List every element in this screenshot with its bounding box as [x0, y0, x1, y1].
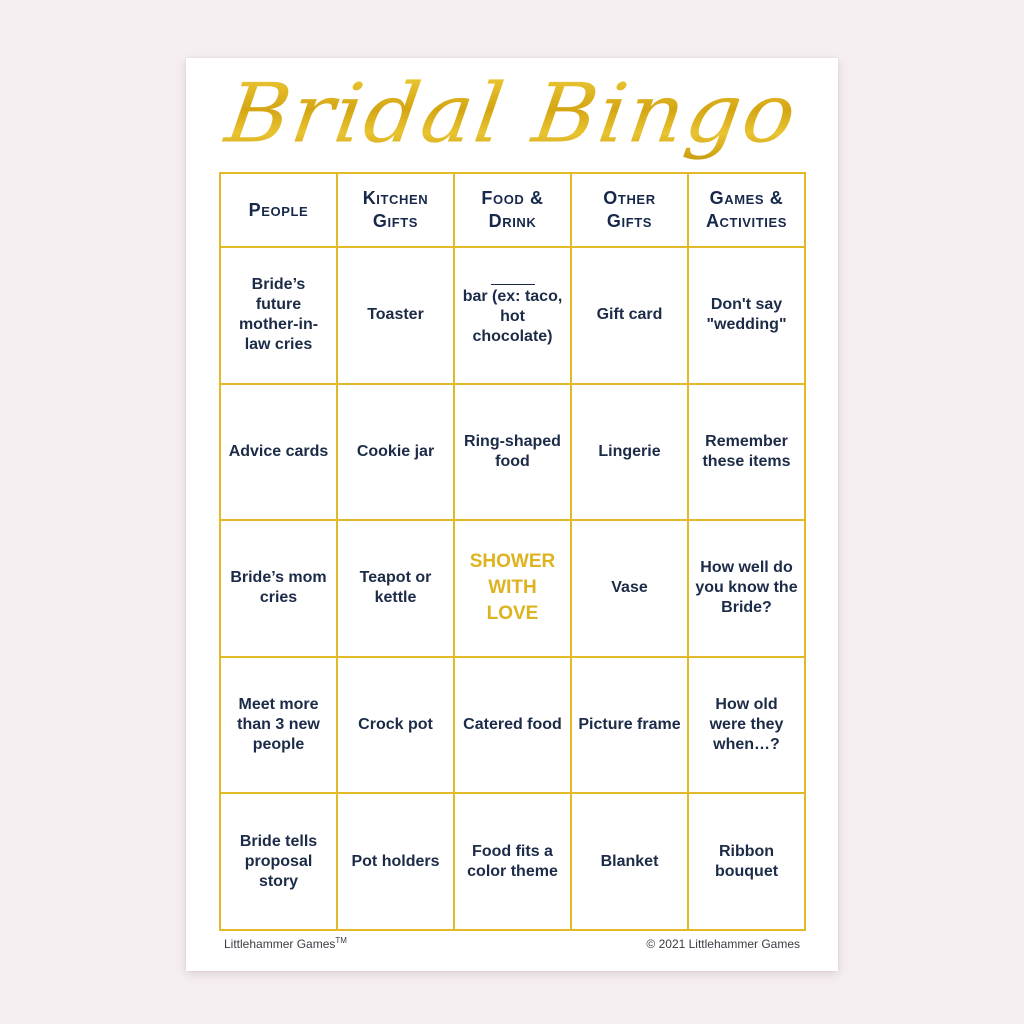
- header-row: [220, 173, 805, 247]
- table-row: [220, 384, 805, 521]
- header-other-gifts: Other Gifts: [571, 173, 688, 247]
- bingo-cell[interactable]: Food fits a color theme: [454, 793, 571, 930]
- footer-brand: Littlehammer Games™: [224, 936, 347, 951]
- bingo-cell[interactable]: Crock pot: [337, 657, 454, 794]
- bingo-grid: [219, 172, 806, 931]
- table-row: [220, 793, 805, 930]
- bingo-cell[interactable]: Lingerie: [571, 384, 688, 521]
- bingo-cell[interactable]: Vase: [571, 520, 688, 657]
- bingo-cell[interactable]: Toaster: [337, 247, 454, 384]
- trademark-mark: TM: [335, 936, 347, 945]
- bingo-cell[interactable]: Ribbon bouquet: [688, 793, 805, 930]
- header-food-drink: Food & Drink: [454, 173, 571, 247]
- bingo-cell[interactable]: Meet more than 3 new people: [220, 657, 337, 794]
- bingo-cell[interactable]: Don't say "wedding": [688, 247, 805, 384]
- page-title: Bridal Bingo: [179, 67, 844, 162]
- bingo-cell[interactable]: Ring-shaped food: [454, 384, 571, 521]
- bingo-cell[interactable]: Bride’s mom cries: [220, 520, 337, 657]
- header-people: People: [220, 173, 337, 247]
- bingo-cell[interactable]: Bride’s future mother-in-law cries: [220, 247, 337, 384]
- header-games-activities: Games & Activities: [688, 173, 805, 247]
- bingo-cell[interactable]: Advice cards: [220, 384, 337, 521]
- bingo-cell[interactable]: Teapot or kettle: [337, 520, 454, 657]
- bingo-cell[interactable]: Catered food: [454, 657, 571, 794]
- bingo-cell[interactable]: How old were they when…?: [688, 657, 805, 794]
- header-kitchen-gifts: Kitchen Gifts: [337, 173, 454, 247]
- bingo-card-page: [186, 58, 838, 971]
- footer-copyright: © 2021 Littlehammer Games: [646, 937, 800, 951]
- bingo-cell[interactable]: Gift card: [571, 247, 688, 384]
- free-space-cell[interactable]: SHOWER WITH LOVE: [454, 520, 571, 657]
- bingo-cell[interactable]: Blanket: [571, 793, 688, 930]
- bingo-cell[interactable]: Cookie jar: [337, 384, 454, 521]
- bingo-cell[interactable]: bar (ex: taco, hot chocolate): [454, 247, 571, 384]
- table-row: [220, 657, 805, 794]
- bingo-cell[interactable]: Picture frame: [571, 657, 688, 794]
- bingo-cell[interactable]: Pot holders: [337, 793, 454, 930]
- bingo-cell[interactable]: Remember these items: [688, 384, 805, 521]
- bingo-cell[interactable]: How well do you know the Bride?: [688, 520, 805, 657]
- bingo-cell[interactable]: Bride tells proposal story: [220, 793, 337, 930]
- table-row: [220, 520, 805, 657]
- fill-in-blank-line: [491, 284, 535, 285]
- table-row: [220, 247, 805, 384]
